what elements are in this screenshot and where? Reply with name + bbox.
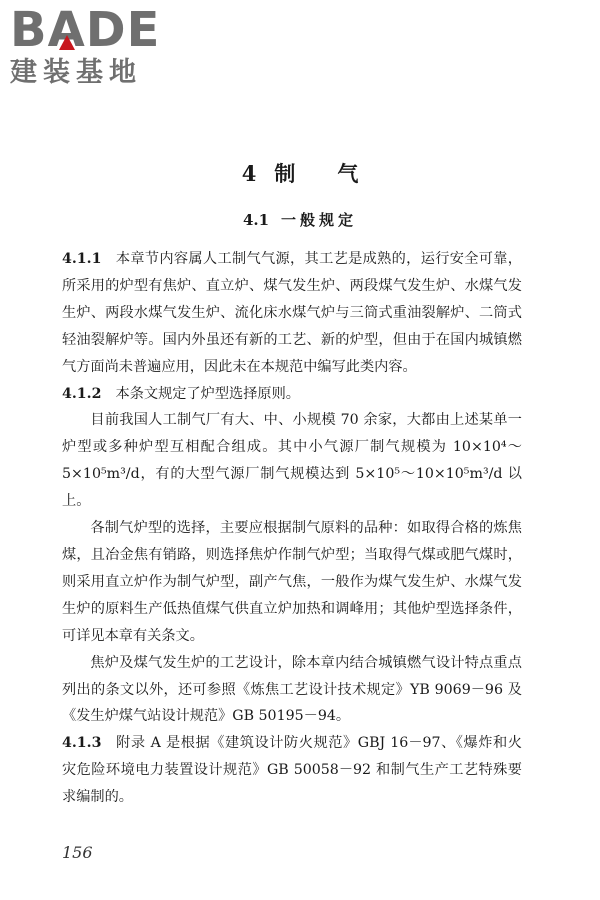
clause-number: 4.1.2 bbox=[62, 385, 102, 402]
chapter-title bbox=[0, 158, 600, 188]
chapter-number: 4 bbox=[241, 161, 257, 186]
paragraph: 焦炉及煤气发生炉的工艺设计，除本章内结合城镇燃气设计特点重点列出的条文以外，还可参照《炼焦工艺设计技术规定》YB 9069－96 及《发生炉煤气站设计规范》GB 50195－94。 bbox=[62, 654, 522, 725]
logo-letter-a bbox=[47, 2, 86, 58]
paragraph: 各制气炉型的选择，主要应根据制气原料的品种：如取得合格的炼焦煤，且冶金焦有销路，则选择焦炉作制气炉型；当取得气煤或肥气煤时，则采用直立炉作为制气炉型，副产气焦，一般作为煤气发生炉、水煤气发生炉的原料生产低热值煤气供直立炉加热和调峰用；其他炉型选择条件，可详见本章有关条文。 bbox=[62, 520, 522, 644]
logo-red-triangle-icon bbox=[59, 35, 75, 50]
page-number: 156 bbox=[62, 843, 93, 862]
chapter-word-2: 气 bbox=[337, 161, 359, 186]
logo-letters-pre: B bbox=[10, 2, 48, 58]
paragraph-text: 本章节内容属人工制气气源，其工艺是成熟的，运行安全可靠，所采用的炉型有焦炉、直立炉、煤气发生炉、两段煤气发生炉、水煤气发生炉、两段水煤气发生炉、流化床水煤气炉与三筒式重油裂解炉、二筒式轻油裂解炉等。国内外虽还有新的工艺、新的炉型，但由于在国内城镇燃气方面尚未普遍应用，因此未在本规范中编写此类内容。 bbox=[62, 251, 522, 375]
section-number: 4.1 bbox=[242, 211, 270, 229]
logo-letter-a-text: A bbox=[47, 2, 86, 58]
clause-number: 4.1.3 bbox=[62, 735, 102, 752]
chapter-word-1: 制 bbox=[274, 161, 296, 186]
clause-number: 4.1.1 bbox=[62, 251, 102, 267]
paragraph-4-1-3 bbox=[62, 730, 522, 811]
section-heading: 一般规定 bbox=[281, 211, 358, 229]
logo-letters-post: DE bbox=[85, 2, 161, 58]
paragraph-text: 本条文规定了炉型选择原则。 bbox=[115, 385, 300, 402]
paragraph-text: 附录 A 是根据《建筑设计防火规范》GBJ 16－97、《爆炸和火灾危险环境电力装置设计规范》GB 50058－92 和制气生产工艺特殊要求编制的。 bbox=[62, 735, 522, 806]
body-text bbox=[62, 246, 522, 811]
logo-wordmark bbox=[10, 2, 180, 58]
section-title bbox=[0, 209, 600, 230]
logo-subtitle: 建装基地 bbox=[10, 57, 142, 88]
paragraph-4-1-2 bbox=[62, 381, 522, 408]
paragraph: 目前我国人工制气厂有大、中、小规模 70 余家，大都由上述某单一炉型或多种炉型互相配合组成。其中小气源厂制气规模为 10×10⁴～5×10⁵m³/d，有的大型气源厂制气规模达到 5×10⁵～10×10⁵m³/d 以上。 bbox=[62, 412, 522, 510]
bade-logo bbox=[10, 2, 180, 88]
paragraph-4-1-1 bbox=[62, 246, 522, 381]
